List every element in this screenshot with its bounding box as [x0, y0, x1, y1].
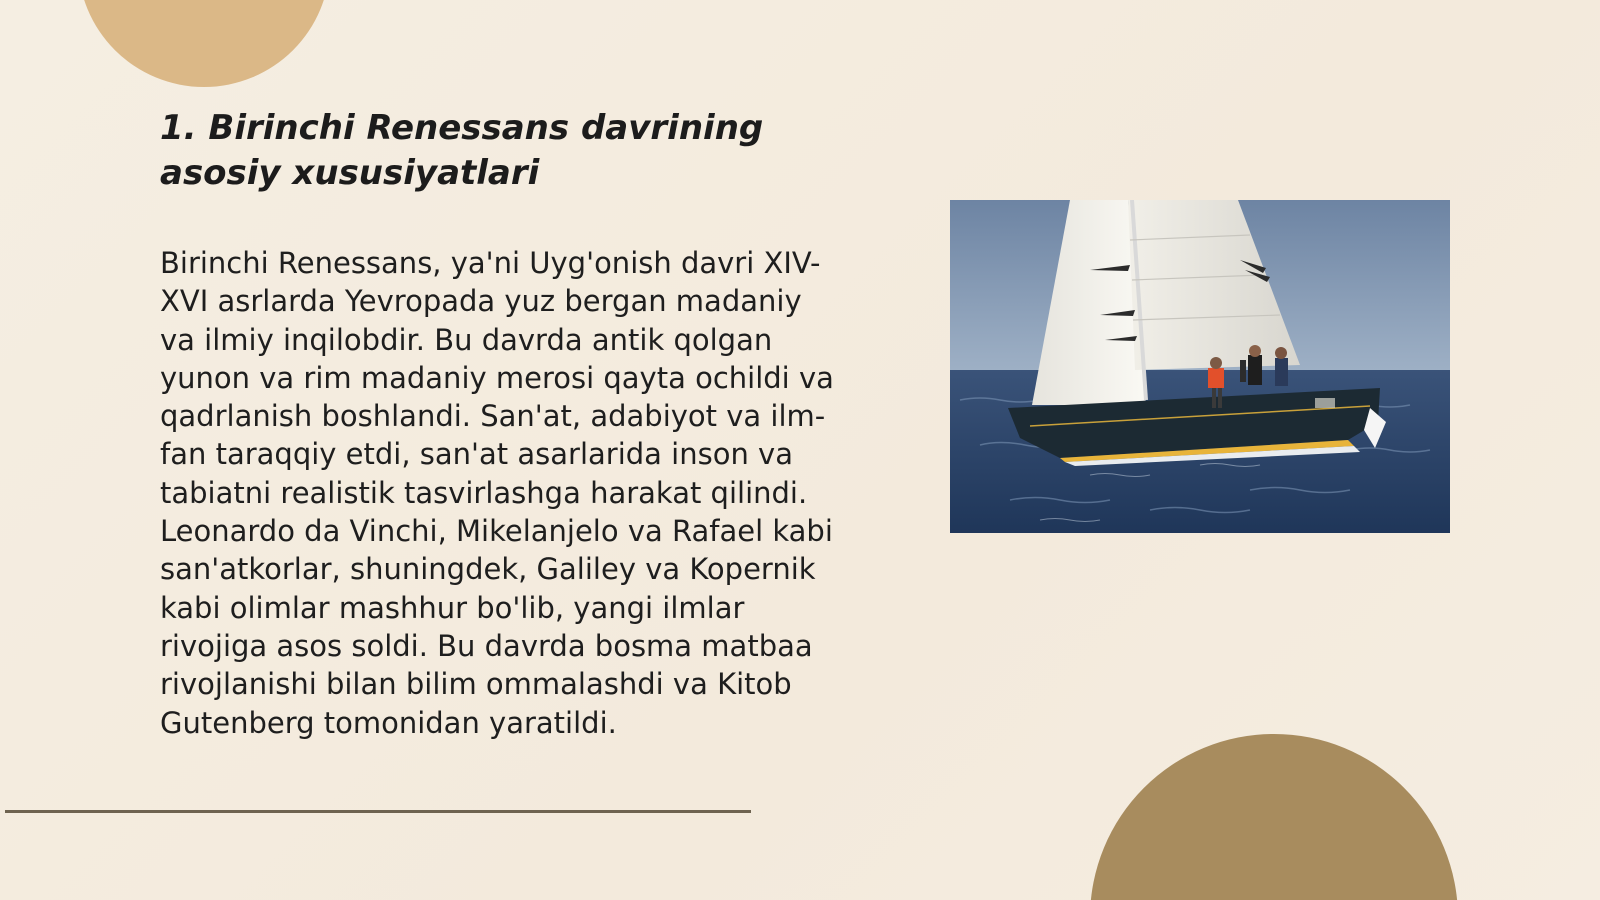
divider-line — [5, 810, 751, 813]
sailboat-photo — [950, 200, 1450, 533]
slide-title: 1. Birinchi Renessans davrining asosiy xususiyatlari — [160, 108, 764, 193]
decorative-circle-bottom — [1090, 734, 1458, 900]
decorative-circle-top — [78, 0, 330, 87]
slide-body-text: Birinchi Renessans, ya'ni Uyg'onish davri XIV-XVI asrlarda Yevropada yuz bergan madaniy va ilmiy inqilobdir. Bu davrda antik qolgan yunon va rim madaniy merosi qayta ochildi va qadrlanish boshlandi. San'at, adabiyot va ilm-fan taraqqiy etdi, san'at asarlarida inson va tabiatni realistik tasvirlashga harakat qilindi. Leonardo da Vinchi, Mikelanjelo va Rafael kabi san'atkorlar, shuningdek, Galiley va Kopernik kabi olimlar mashhur bo'lib, yangi ilmlar rivojiga asos soldi. Bu davrda bosma matbaa rivojlanishi bilan bilim ommalashdi va Kitob Gutenberg tomonidan yaratildi. — [160, 246, 834, 740]
